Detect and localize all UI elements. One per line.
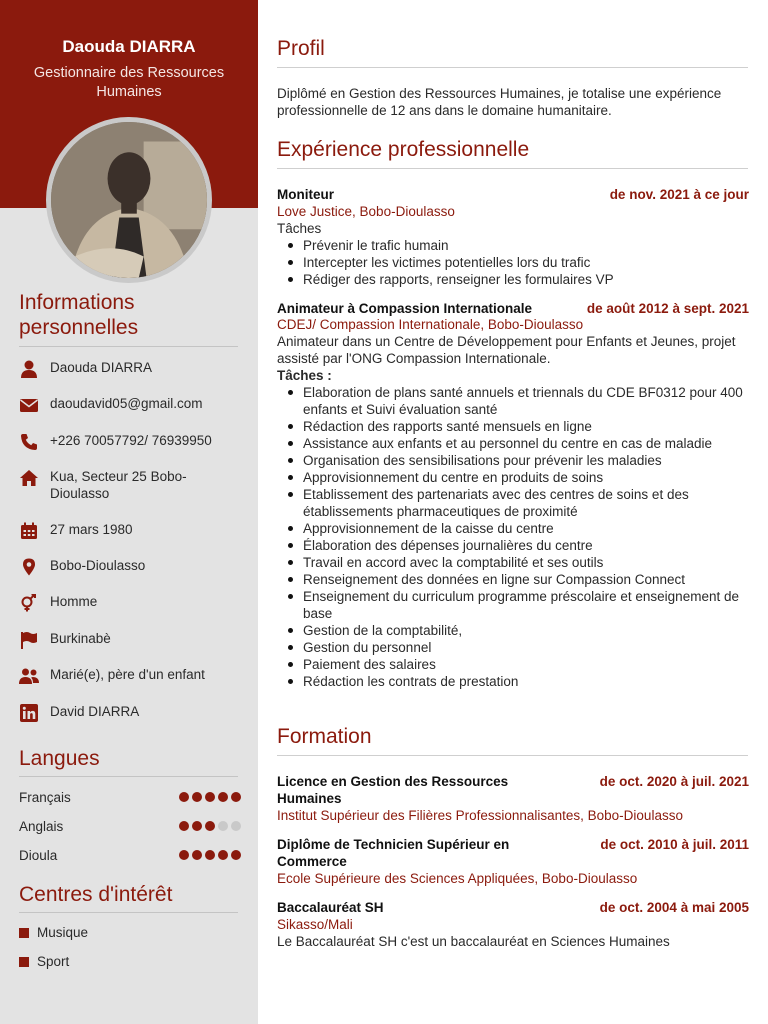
info-text: daoudavid05@gmail.com [50, 396, 203, 411]
task-item: Assistance aux enfants et au personnel du centre en cas de maladie [277, 435, 749, 452]
task-item: Paiement des salaires [277, 656, 749, 673]
job-date: de nov. 2021 à ce jour [609, 187, 749, 202]
job-task-list [277, 237, 749, 288]
task-item: Rédaction les contrats de prestation [277, 673, 749, 690]
info-text: Kua, Secteur 25 Bobo-Dioulasso [50, 469, 187, 501]
task-item: Organisation des sensibilisations pour prévenir les maladies [277, 452, 749, 469]
level-dot-filled [192, 850, 202, 860]
level-dot-filled [205, 821, 215, 831]
profile-divider [277, 67, 748, 68]
info-text: Marié(e), père d'un enfant [50, 667, 205, 682]
task-item: Etablissement des partenariats avec des centres de soins et des établissements pharmaceutiques de proximité [277, 486, 749, 520]
degree-school: Institut Supérieur des Filières Professionnalisantes, Bobo-Dioulasso [277, 808, 683, 823]
level-dot-filled [179, 792, 189, 802]
level-dot-filled [218, 792, 228, 802]
degree-title: Baccalauréat SH [277, 900, 384, 915]
profile-text: Diplômé en Gestion des Ressources Humaines, je totalise une expérience professionnelle de 12 ans dans le domaine humanitaire. [277, 86, 722, 118]
info-item-linkedin[interactable] [17, 703, 242, 723]
info-item-name [17, 359, 242, 379]
job-header [277, 300, 749, 317]
user-icon [17, 359, 41, 379]
task-item: Approvisionnement de la caisse du centre [277, 520, 749, 537]
education-header [277, 773, 749, 807]
info-heading: Informations personnelles [19, 291, 139, 339]
info-divider [19, 346, 238, 347]
info-item-address [17, 468, 242, 502]
degree-note: Le Baccalauréat SH c'est un baccalauréat en Sciences Humaines [277, 934, 670, 949]
education-header [277, 836, 749, 870]
job-title: Moniteur [277, 187, 334, 202]
info-item-gender [17, 593, 242, 613]
job-description: Animateur dans un Centre de Développement pour Enfants et Jeunes, projet assisté par l'ONG Compassion Internationale. [277, 334, 736, 366]
degree-date: de oct. 2004 à mai 2005 [599, 900, 749, 915]
info-item-family [17, 666, 242, 686]
job-header [277, 186, 749, 203]
degree-date: de oct. 2020 à juil. 2021 [599, 774, 749, 789]
phone-icon [17, 432, 41, 452]
language-name: Anglais [19, 818, 64, 834]
job-employer: Love Justice, Bobo-Dioulasso [277, 204, 455, 219]
language-row [19, 817, 241, 835]
degree-title: Licence en Gestion des Ressources Humaines [277, 774, 509, 806]
level-dot-filled [192, 821, 202, 831]
info-text: David DIARRA [50, 704, 140, 719]
info-text: Burkinabè [50, 631, 111, 646]
language-row [19, 846, 241, 864]
education-heading: Formation [277, 725, 372, 748]
degree-title: Diplôme de Technicien Supérieur en Commerce [277, 837, 510, 869]
info-text: +226 70057792/ 76939950 [50, 433, 212, 448]
task-item: Élaboration des dépenses journalières du centre [277, 537, 749, 554]
experience-divider [277, 168, 748, 169]
language-level [179, 821, 241, 831]
person-portrait-icon [51, 122, 207, 278]
task-item: Enseignement du curriculum programme préscolaire et enseignement de base [277, 588, 749, 622]
info-item-city [17, 557, 242, 577]
languages-divider [19, 776, 238, 777]
level-dot-empty [231, 821, 241, 831]
level-dot-filled [231, 850, 241, 860]
task-item: Gestion du personnel [277, 639, 749, 656]
job-date: de août 2012 à sept. 2021 [586, 301, 749, 316]
interests-heading: Centres d'intérêt [19, 883, 173, 906]
profile-photo [46, 117, 212, 283]
language-row [19, 788, 241, 806]
level-dot-filled [205, 792, 215, 802]
experience-heading: Expérience professionnelle [277, 138, 530, 161]
calendar-icon [17, 521, 41, 541]
info-item-email[interactable] [17, 395, 242, 415]
info-text: Bobo-Dioulasso [50, 558, 146, 573]
sidebar [0, 0, 258, 1024]
linkedin-icon [17, 703, 41, 723]
task-item: Gestion de la comptabilité, [277, 622, 749, 639]
info-text: Homme [50, 594, 98, 609]
envelope-icon [17, 395, 41, 415]
task-item: Elaboration de plans santé annuels et triennals du CDE BF0312 pour 400 enfants et Suivi évaluation santé [277, 384, 749, 418]
gender-icon [17, 593, 41, 613]
bullet-square-icon [19, 928, 29, 938]
task-item: Rédiger des rapports, renseigner les formulaires VP [277, 271, 749, 288]
languages-heading: Langues [19, 747, 100, 770]
info-text: Daouda DIARRA [50, 360, 153, 375]
job-employer: CDEJ/ Compassion Internationale, Bobo-Dioulasso [277, 317, 584, 332]
interest-label: Sport [37, 954, 70, 969]
task-item: Prévenir le trafic humain [277, 237, 749, 254]
degree-school: Sikasso/Mali [277, 917, 353, 932]
language-name: Dioula [19, 847, 58, 863]
level-dot-filled [218, 850, 228, 860]
info-item-nationality [17, 630, 242, 650]
interest-item [19, 925, 88, 940]
level-dot-filled [179, 850, 189, 860]
interest-item [19, 954, 69, 969]
level-dot-filled [205, 850, 215, 860]
degree-school: Ecole Supérieure des Sciences Appliquées, Bobo-Dioulasso [277, 871, 638, 886]
level-dot-filled [179, 821, 189, 831]
interests-divider [19, 912, 238, 913]
task-item: Intercepter les victimes potentielles lors du trafic [277, 254, 749, 271]
job-task-list [277, 384, 749, 690]
job-description: Tâches [277, 221, 322, 236]
map-marker-icon [17, 557, 41, 577]
level-dot-empty [218, 821, 228, 831]
level-dot-filled [192, 792, 202, 802]
info-item-phone[interactable] [17, 432, 242, 452]
users-icon [17, 666, 41, 686]
flag-icon [17, 630, 41, 650]
task-item: Renseignement des données en ligne sur Compassion Connect [277, 571, 749, 588]
interest-label: Musique [37, 925, 89, 940]
bullet-square-icon [19, 957, 29, 967]
language-level [179, 792, 241, 802]
info-item-birthdate [17, 521, 242, 541]
degree-date: de oct. 2010 à juil. 2011 [600, 837, 749, 852]
language-name: Français [19, 789, 71, 805]
candidate-title: Gestionnaire des Ressources Humaines [33, 65, 225, 100]
education-divider [277, 755, 748, 756]
info-text: 27 mars 1980 [50, 522, 133, 537]
task-item: Rédaction des rapports santé mensuels en ligne [277, 418, 749, 435]
profile-heading: Profil [277, 37, 325, 60]
home-icon [17, 468, 41, 488]
level-dot-filled [231, 792, 241, 802]
task-item: Travail en accord avec la comptabilité et ses outils [277, 554, 749, 571]
job-title: Animateur à Compassion Internationale [277, 301, 533, 316]
candidate-name: Daouda DIARRA [62, 37, 196, 56]
tasks-label: Tâches : [277, 368, 332, 383]
task-item: Approvisionnement du centre en produits de soins [277, 469, 749, 486]
language-level [179, 850, 241, 860]
education-header [277, 899, 749, 916]
